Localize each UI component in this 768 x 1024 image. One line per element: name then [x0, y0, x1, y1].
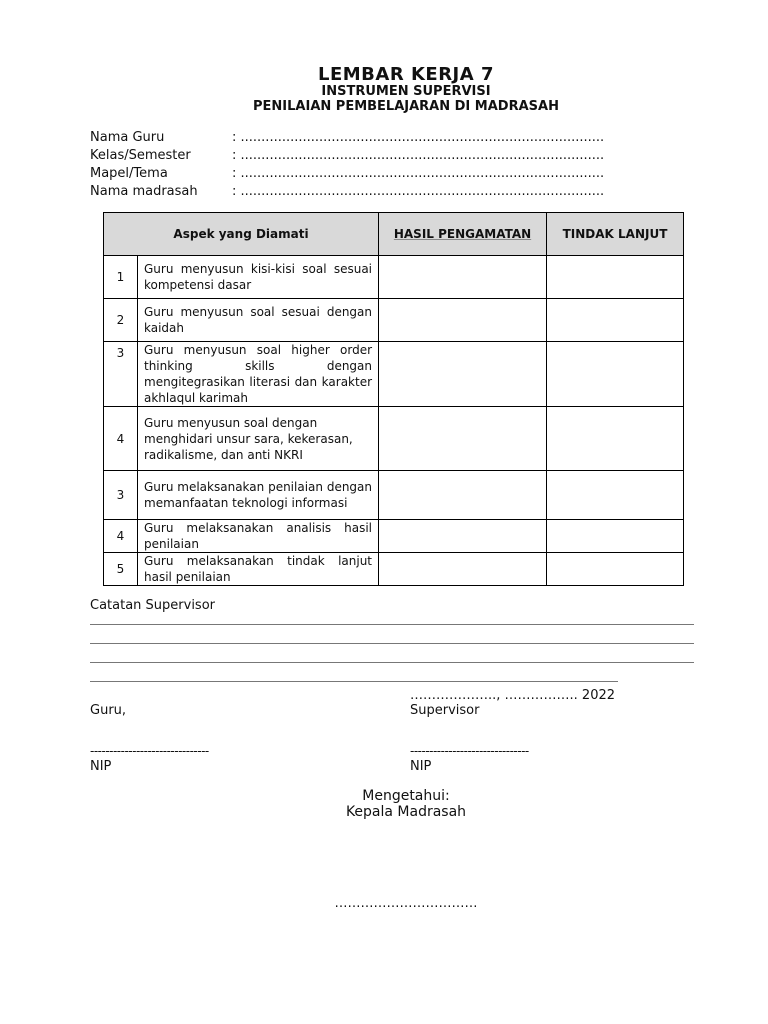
- notes-line[interactable]: [90, 643, 694, 644]
- tindak-cell[interactable]: [547, 553, 684, 586]
- row-number: 2: [104, 299, 138, 342]
- field-mapel-tema: [90, 166, 690, 184]
- supervisor-sign-line: -------------------------------: [410, 744, 529, 758]
- table-row: [104, 407, 684, 471]
- guru-sign-line: -------------------------------: [90, 744, 209, 758]
- field-label: Nama Guru: [90, 130, 165, 145]
- row-aspect: Guru menyusun kisi-kisi soal sesuai kompetensi dasar: [138, 256, 379, 299]
- field-nama-guru: [90, 130, 690, 148]
- header-hasil: [379, 213, 547, 256]
- supervisor-label: Supervisor: [410, 703, 480, 718]
- row-aspect: Guru menyusun soal dengan menghidari unsur sara, kekerasan, radikalisme, dan anti NKRI: [138, 407, 379, 471]
- table-row: [104, 553, 684, 586]
- kepala-madrasah-label: Kepala Madrasah: [345, 804, 467, 820]
- mengetahui-label: Mengetahui:: [362, 788, 450, 804]
- field-value[interactable]: : ........................................................................................: [232, 148, 605, 163]
- tindak-cell[interactable]: [547, 342, 684, 407]
- supervision-table: [103, 212, 684, 586]
- page-title: LEMBAR KERJA 7: [318, 64, 494, 85]
- supervisor-nip-label: NIP: [410, 759, 432, 774]
- field-nama-madrasah: [90, 184, 690, 202]
- page-subtitle-2: PENILAIAN PEMBELAJARAN DI MADRASAH: [253, 99, 559, 114]
- field-label: Nama madrasah: [90, 184, 198, 199]
- row-aspect: Guru melaksanakan analisis hasil penilaian: [138, 520, 379, 553]
- notes-line[interactable]: [90, 662, 694, 663]
- hasil-cell[interactable]: [379, 471, 547, 520]
- table-row: [104, 342, 684, 407]
- row-aspect: Guru menyusun soal higher order thinking skills dengan mengitegrasikan literasi dan karakter akhlaqul karimah: [138, 342, 379, 407]
- guru-label: Guru,: [90, 703, 127, 718]
- field-value[interactable]: : ........................................................................................: [232, 166, 605, 181]
- row-aspect: Guru melaksanakan tindak lanjut hasil penilaian: [138, 553, 379, 586]
- row-number: 4: [104, 407, 138, 471]
- kepala-sign-line: ……………………………: [334, 896, 478, 911]
- field-value[interactable]: : ........................................................................................: [232, 130, 605, 145]
- row-aspect: Guru menyusun soal sesuai dengan kaidah: [138, 299, 379, 342]
- row-number: 3: [104, 342, 138, 407]
- field-label: Kelas/Semester: [90, 148, 191, 163]
- field-label: Mapel/Tema: [90, 166, 168, 181]
- hasil-cell[interactable]: [379, 299, 547, 342]
- row-number: 3: [104, 471, 138, 520]
- field-value[interactable]: : ........................................................................................: [232, 184, 605, 199]
- hasil-cell[interactable]: [379, 256, 547, 299]
- page-subtitle: INSTRUMEN SUPERVISI: [321, 84, 491, 99]
- guru-nip-label: NIP: [90, 759, 112, 774]
- hasil-cell[interactable]: [379, 342, 547, 407]
- table-row: [104, 256, 684, 299]
- notes-line[interactable]: [90, 681, 618, 682]
- hasil-cell[interactable]: [379, 553, 547, 586]
- tindak-cell[interactable]: [547, 407, 684, 471]
- tindak-cell[interactable]: [547, 299, 684, 342]
- row-number: 5: [104, 553, 138, 586]
- date-line: ……………….., …………….. 2022: [410, 688, 616, 703]
- table-row: [104, 299, 684, 342]
- row-number: 1: [104, 256, 138, 299]
- table-header-row: [104, 213, 684, 256]
- table-row: [104, 471, 684, 520]
- header-hasil-label: HASIL PENGAMATAN: [393, 227, 532, 241]
- notes-title: Catatan Supervisor: [90, 598, 216, 613]
- hasil-cell[interactable]: [379, 407, 547, 471]
- row-aspect: Guru melaksanakan penilaian dengan memanfaatan teknologi informasi: [138, 471, 379, 520]
- hasil-cell[interactable]: [379, 520, 547, 553]
- tindak-cell[interactable]: [547, 256, 684, 299]
- header-tindak: TINDAK LANJUT: [547, 213, 684, 256]
- row-number: 4: [104, 520, 138, 553]
- notes-line[interactable]: [90, 624, 694, 625]
- table-row: [104, 520, 684, 553]
- field-kelas-semester: [90, 148, 690, 166]
- tindak-cell[interactable]: [547, 520, 684, 553]
- tindak-cell[interactable]: [547, 471, 684, 520]
- header-aspek: Aspek yang Diamati: [104, 213, 379, 256]
